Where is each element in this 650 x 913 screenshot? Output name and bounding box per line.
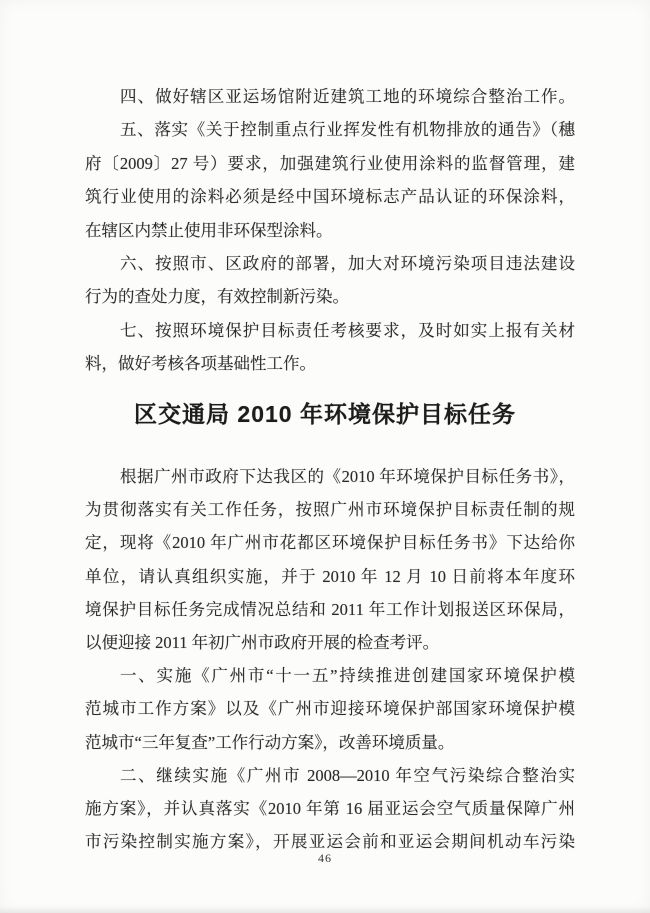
body-text-line: 四、做好辖区亚运场馆附近建筑工地的环境综合整治工作。: [120, 87, 575, 106]
body-text-line: 范城市“三年复查”工作行动方案》，改善环境质量。: [85, 732, 455, 752]
body-text-line: 七、按照环境保护目标责任考核要求，及时如实上报有关材: [120, 320, 575, 340]
body-text-line: 以便迎接 2011 年初广州市政府开展的检查考评。: [85, 632, 440, 652]
body-text-line: 市污染控制实施方案》，开展亚运会前和亚运会期间机动车污染: [85, 832, 575, 852]
body-text-line: 六、按照市、区政府的部署，加大对环境污染项目违法建设: [120, 253, 575, 273]
body-text-line: 在辖区内禁止使用非环保型涂料。: [85, 220, 333, 240]
paragraph-block-bottom: [85, 460, 575, 858]
body-text-line: 行为的查处力度，有效控制新污染。: [85, 287, 349, 307]
scan-edge-shadow: [0, 906, 650, 913]
body-text-line: 二、继续实施《广州市 2008—2010 年空气污染综合整治实: [120, 765, 575, 785]
page-number: 46: [318, 851, 332, 865]
body-text-line: 五、落实《关于控制重点行业挥发性有机物排放的通告》（穗: [120, 120, 575, 140]
body-text-line: 筑行业使用的涂料必须是经中国环境标志产品认证的环保涂料，: [85, 187, 575, 207]
body-text-line: 府〔2009〕27 号）要求，加强建筑行业使用涂料的监督管理，建: [85, 153, 575, 173]
body-text-line: 一、实施《广州市“十一五”持续推进创建国家环境保护模: [120, 666, 575, 686]
body-text-line: 境保护目标任务完成情况总结和 2011 年工作计划报送区环保局，: [85, 599, 575, 619]
body-text-line: 施方案》，并认真落实《2010 年第 16 届亚运会空气质量保障广州: [85, 798, 575, 818]
body-text-line: 定，现将《2010 年广州市花都区环境保护目标任务书》下达给你: [85, 533, 575, 553]
body-text-line: 为贯彻落实有关工作任务，按照广州市环境保护目标责任制的规: [85, 500, 575, 520]
body-text-line: 单位，请认真组织实施，并于 2010 年 12 月 10 日前将本年度环: [85, 566, 575, 586]
section-heading: 区交通局 2010 年环境保护目标任务: [134, 401, 516, 427]
paragraph-block-top: [85, 80, 575, 381]
body-text-line: 范城市工作方案》以及《广州市迎接环境保护部国家环境保护模: [85, 699, 575, 719]
body-text-line: 料，做好考核各项基础性工作。: [85, 354, 316, 374]
body-text-line: 根据广州市政府下达我区的《2010 年环境保护目标任务书》，: [120, 467, 575, 486]
